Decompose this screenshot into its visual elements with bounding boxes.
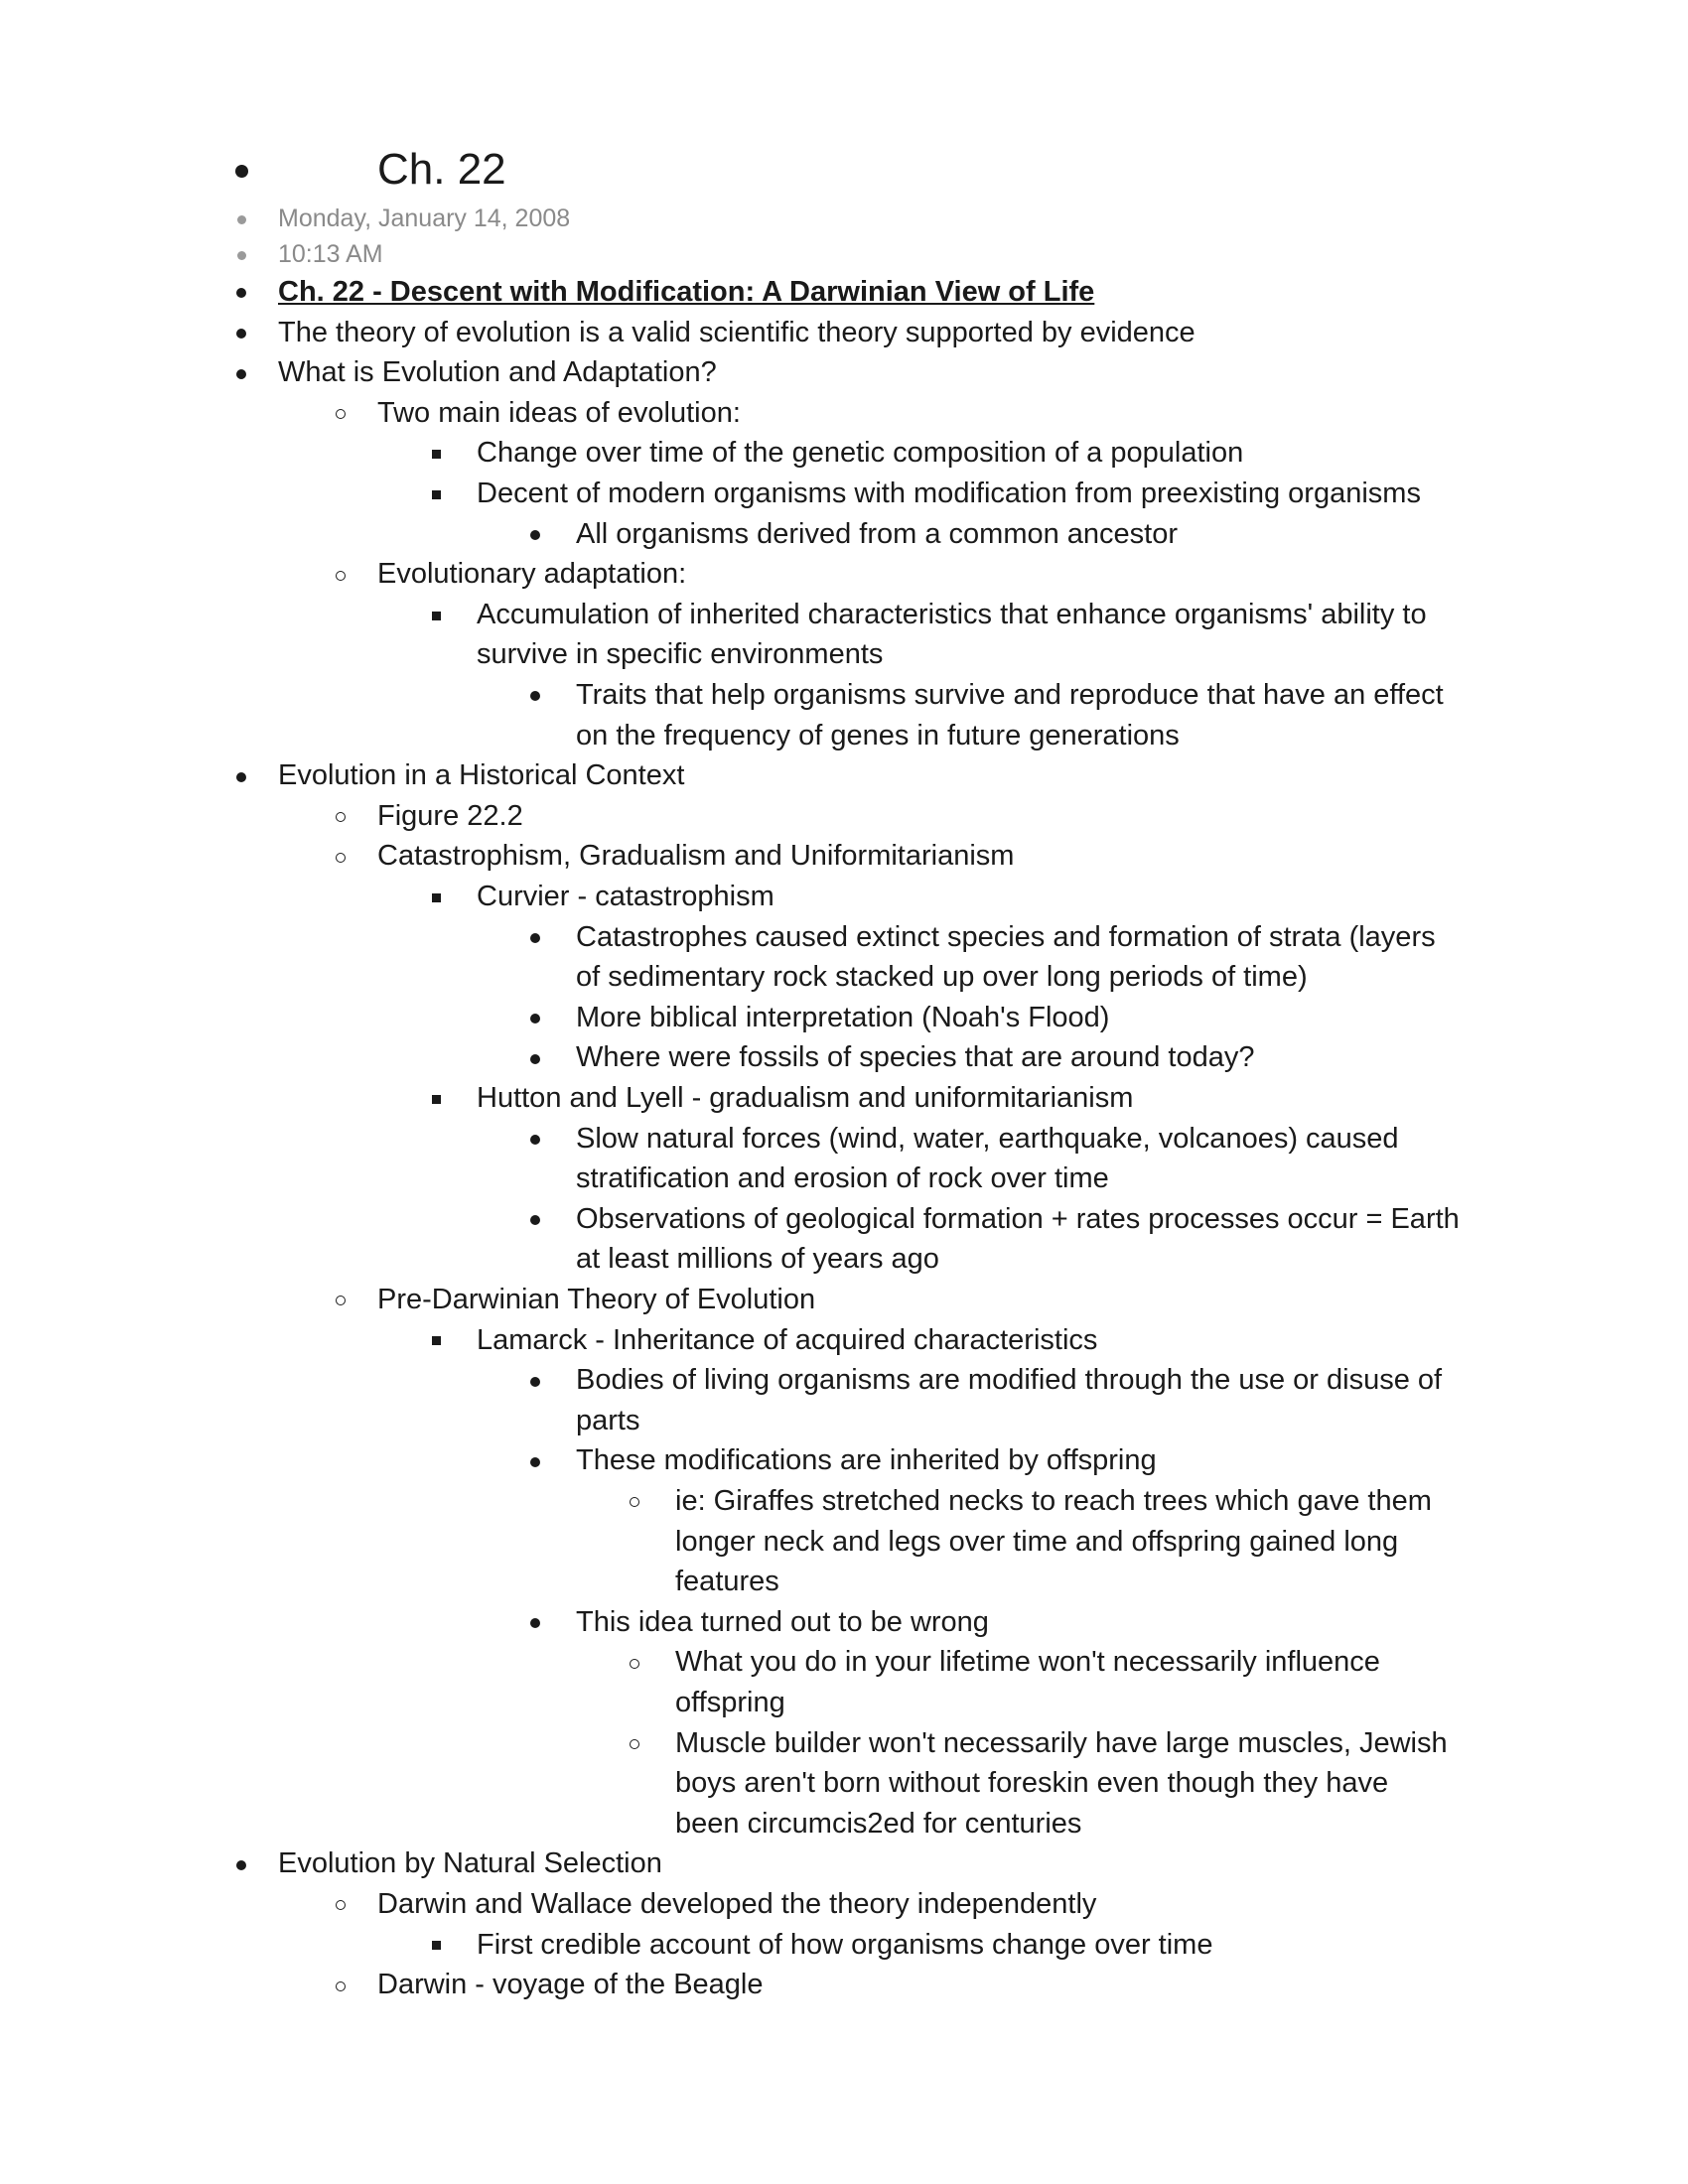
bullet-icon (520, 1199, 550, 1239)
circle-bullet-icon (620, 1642, 649, 1682)
outline-text: stratification and erosion of rock over time (576, 1162, 1109, 1195)
bullet-icon (520, 1119, 550, 1159)
square-bullet-icon (421, 877, 451, 916)
outline-text: Evolution in a Historical Context (278, 759, 685, 792)
outline-text: Darwin and Wallace developed the theory independently (377, 1888, 1097, 1920)
circle-bullet-icon (326, 1965, 355, 2004)
outline-text: Slow natural forces (wind, water, earthquake, volcanoes) caused (576, 1122, 1399, 1155)
bullet-icon (520, 917, 550, 957)
outline-text: Where were fossils of species that are around today? (576, 1041, 1255, 1074)
outline-text: Muscle builder won't necessarily have large muscles, Jewish (675, 1726, 1448, 1759)
outline-text: of sedimentary rock stacked up over long periods of time) (576, 961, 1308, 994)
circle-bullet-icon (326, 1884, 355, 1924)
outline-text: Observations of geological formation + rates processes occur = Earth (576, 1202, 1460, 1235)
outline-text: been circumcis2ed for centuries (675, 1807, 1082, 1840)
outline-text: ie: Giraffes stretched necks to reach trees which gave them (675, 1485, 1432, 1517)
outline-text: Accumulation of inherited characteristics that enhance organisms' ability to (477, 598, 1427, 630)
outline-text: Catastrophes caused extinct species and formation of strata (layers (576, 920, 1436, 953)
bullet-icon (226, 234, 256, 274)
outline-text: survive in specific environments (477, 638, 884, 671)
outline-text: Lamarck - Inheritance of acquired characteristics (477, 1323, 1098, 1356)
circle-bullet-icon (326, 393, 355, 433)
outline-text: Bodies of living organisms are modified through the use or disuse of (576, 1364, 1443, 1397)
square-bullet-icon (421, 433, 451, 473)
bullet-icon (226, 313, 256, 352)
outline-text: longer neck and legs over time and offspring gained long (675, 1525, 1399, 1558)
outline-text: Pre-Darwinian Theory of Evolution (377, 1284, 816, 1315)
square-bullet-icon (421, 1078, 451, 1118)
outline-text: Traits that help organisms survive and reproduce that have an effect (576, 679, 1444, 711)
circle-bullet-icon (326, 554, 355, 594)
outline-text: Curvier - catastrophism (477, 881, 774, 912)
bullet-icon (520, 1602, 550, 1642)
outline-text: What is Evolution and Adaptation? (278, 356, 717, 389)
outline-text: All organisms derived from a common ancestor (576, 517, 1179, 550)
bullet-icon (226, 1843, 256, 1883)
outline-text: Evolutionary adaptation: (377, 558, 687, 591)
square-bullet-icon (421, 1925, 451, 1965)
bullet-icon (520, 1440, 550, 1480)
outline-text: Catastrophism, Gradualism and Uniformitarianism (377, 840, 1015, 873)
outline-text: on the frequency of genes in future generations (576, 719, 1180, 751)
circle-bullet-icon (326, 836, 355, 876)
outline-text: This idea turned out to be wrong (576, 1605, 989, 1638)
outline-text: parts (576, 1404, 640, 1436)
bullet-icon (520, 1360, 550, 1400)
outline-text: More biblical interpretation (Noah's Flood) (576, 1001, 1110, 1033)
outline-text: Decent of modern organisms with modification from preexisting organisms (477, 478, 1421, 509)
page-title: Ch. 22 (377, 145, 506, 194)
section-heading: Ch. 22 - Descent with Modification: A Darwinian View of Life (278, 276, 1095, 308)
outline-item (0, 145, 1688, 197)
circle-bullet-icon (326, 796, 355, 836)
outline-text: First credible account of how organisms change over time (477, 1928, 1213, 1961)
outline-text: Change over time of the genetic composition of a population (477, 437, 1244, 470)
bullet-icon (520, 998, 550, 1037)
bullet-icon (226, 272, 256, 312)
circle-bullet-icon (620, 1723, 649, 1763)
circle-bullet-icon (326, 1280, 355, 1319)
circle-bullet-icon (620, 1481, 649, 1521)
note-time: 10:13 AM (278, 240, 383, 268)
square-bullet-icon (421, 474, 451, 513)
outline-text: Figure 22.2 (377, 799, 523, 832)
bullet-icon (520, 675, 550, 715)
bullet-icon (226, 755, 256, 795)
bullet-icon (226, 199, 256, 238)
note-date: Monday, January 14, 2008 (278, 205, 571, 232)
outline-text: Darwin - voyage of the Beagle (377, 1969, 764, 2001)
bullet-icon (520, 1037, 550, 1077)
outline-text: boys aren't born without foreskin even though they have (675, 1767, 1389, 1800)
outline-text: These modifications are inherited by offspring (576, 1444, 1157, 1477)
outline-text: offspring (675, 1687, 785, 1718)
outline-text: What you do in your lifetime won't necessarily influence (675, 1646, 1380, 1679)
square-bullet-icon (421, 1320, 451, 1360)
square-bullet-icon (421, 595, 451, 634)
outline-text: Hutton and Lyell - gradualism and uniformitarianism (477, 1082, 1134, 1114)
outline-text: at least millions of years ago (576, 1243, 939, 1276)
bullet-icon (226, 352, 256, 392)
bullet-icon (520, 514, 550, 554)
outline-text: The theory of evolution is a valid scientific theory supported by evidence (278, 316, 1196, 348)
outline-text: Evolution by Natural Selection (278, 1847, 662, 1880)
bullet-icon (226, 145, 256, 195)
outline-text: Two main ideas of evolution: (377, 396, 741, 429)
outline-text: features (675, 1566, 779, 1598)
